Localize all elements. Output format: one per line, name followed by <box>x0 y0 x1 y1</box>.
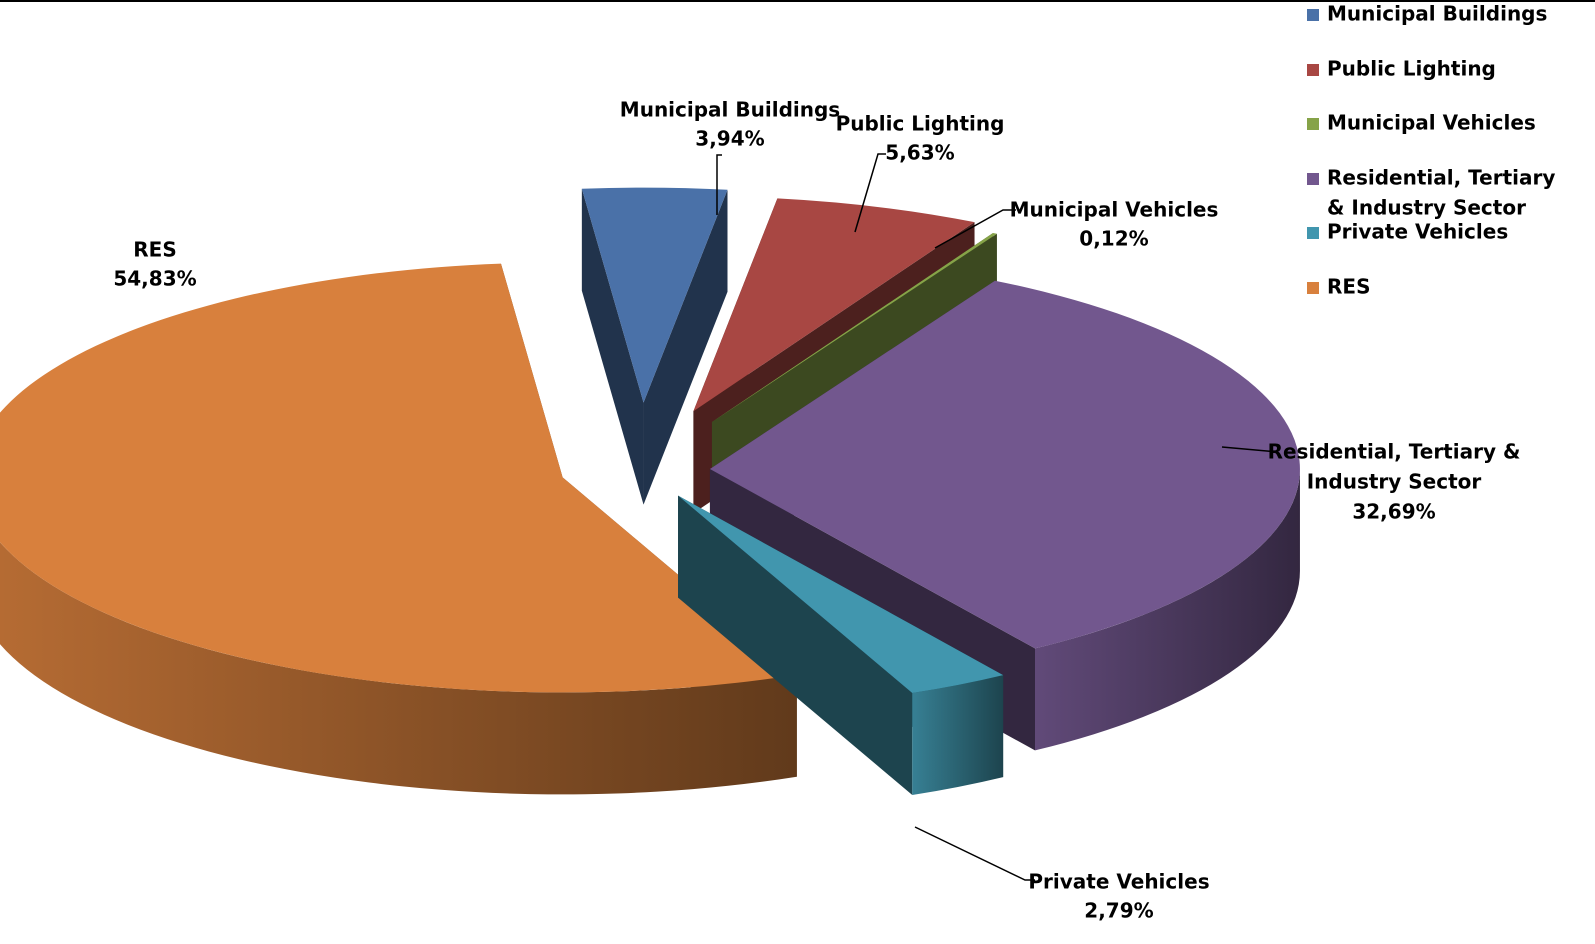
data-label-name-residential-tertiary-industry-sector: Residential, Tertiary & <box>1267 439 1521 464</box>
legend-item-municipal-vehicles <box>1307 111 1536 135</box>
data-label-value-public-lighting: 5,63% <box>885 140 955 165</box>
data-label-name-residential-tertiary-industry-sector: Industry Sector <box>1306 469 1482 494</box>
legend-label-public-lighting: Public Lighting <box>1327 56 1496 81</box>
legend-label-municipal-buildings: Municipal Buildings <box>1327 1 1548 26</box>
legend-swatch-public-lighting <box>1307 64 1319 76</box>
data-label-name-private-vehicles: Private Vehicles <box>1028 869 1210 894</box>
legend-swatch-municipal-vehicles <box>1307 118 1319 130</box>
legend-label-private-vehicles: Private Vehicles <box>1327 219 1509 244</box>
data-label-value-municipal-vehicles: 0,12% <box>1079 226 1149 251</box>
data-label-value-municipal-buildings: 3,94% <box>695 126 765 151</box>
legend-item-private-vehicles <box>1307 220 1508 244</box>
legend-label-municipal-vehicles: Municipal Vehicles <box>1327 110 1536 135</box>
data-label-name-res: RES <box>133 237 177 262</box>
data-label-value-residential-tertiary-industry-sector: 32,69% <box>1352 499 1436 524</box>
legend-swatch-res <box>1307 282 1319 294</box>
data-label-value-res: 54,83% <box>113 266 197 291</box>
data-label-name-public-lighting: Public Lighting <box>835 111 1005 136</box>
slice-wall-private-vehicles <box>912 675 1003 795</box>
legend-swatch-municipal-buildings <box>1307 9 1319 21</box>
legend-item-residential-tertiary-industry-sector <box>1307 166 1555 220</box>
data-label-value-private-vehicles: 2,79% <box>1084 898 1154 923</box>
data-label-name-municipal-vehicles: Municipal Vehicles <box>1009 197 1219 222</box>
legend-label-res: RES <box>1327 274 1371 299</box>
legend-item-res <box>1307 275 1370 299</box>
legend-label-residential-tertiary-industry-sector: Residential, Tertiary <box>1327 165 1556 190</box>
data-label-name-municipal-buildings: Municipal Buildings <box>619 97 841 122</box>
legend-swatch-residential-tertiary-industry-sector <box>1307 173 1319 185</box>
legend <box>1307 2 1555 299</box>
legend-swatch-private-vehicles <box>1307 227 1319 239</box>
legend-item-municipal-buildings <box>1307 2 1547 26</box>
legend-label-residential-tertiary-industry-sector: & Industry Sector <box>1327 195 1526 220</box>
legend-item-public-lighting <box>1307 57 1496 81</box>
leader-line-private-vehicles <box>915 827 1035 880</box>
